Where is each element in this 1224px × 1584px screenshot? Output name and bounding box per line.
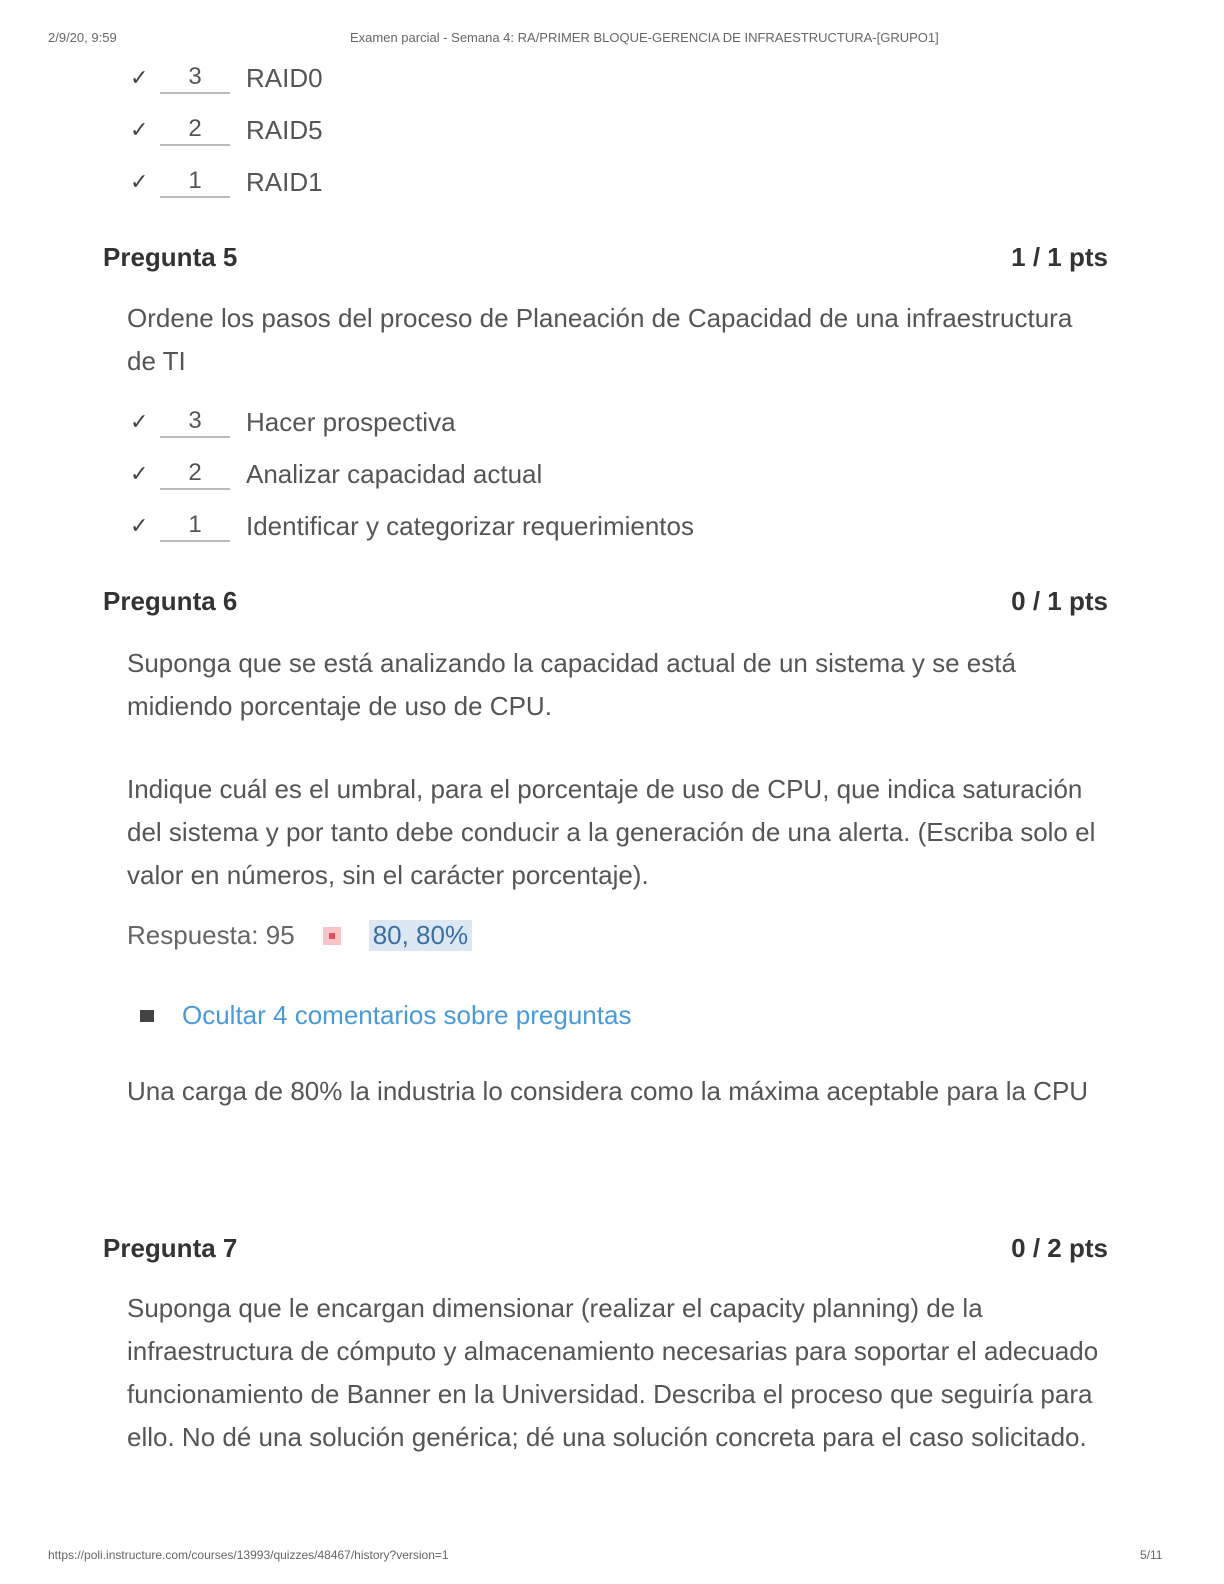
match-order: 3 [160, 62, 230, 94]
incorrect-icon [323, 927, 341, 945]
match-item [130, 454, 542, 494]
match-label: Analizar capacidad actual [246, 458, 543, 489]
question-title: Pregunta 5 [103, 242, 238, 272]
answer-row [127, 920, 472, 951]
question-score: 0 / 1 pts [1011, 586, 1108, 616]
toggle-comments[interactable] [140, 1000, 631, 1031]
match-order: 2 [160, 458, 230, 490]
match-item [130, 402, 456, 442]
match-label: RAID5 [246, 114, 323, 145]
match-label: Hacer prospectiva [246, 406, 456, 437]
comment-icon [140, 1010, 154, 1022]
answer-value: 95 [265, 920, 295, 950]
question-5-prompt: Ordene los pasos del proceso de Planeación de Capacidad de una infraestructura de TI [127, 303, 1073, 376]
check-icon: ✓ [130, 169, 149, 194]
question-6-prompt-2: Indique cuál es el umbral, para el porcentaje de uso de CPU, que indica saturación del sistema y por tanto debe conducir a la generación de una alerta. (Escriba solo el valor en números, sin el carácter porcentaje). [127, 774, 1096, 890]
print-datetime: 2/9/20, 9:59 [48, 30, 117, 45]
print-url: https://poli.instructure.com/courses/13993/quizzes/48467/history?version=1 [48, 1548, 449, 1562]
question-7-prompt: Suponga que le encargan dimensionar (realizar el capacity planning) de la infraestructura de cómputo y almacenamiento necesarias para soportar el adecuado funcionamiento de Banner en la Universidad. Describa el proceso que seguiría para ello. No dé una solución genérica; dé una solución concreta para el caso solicitado. [127, 1293, 1099, 1452]
match-order: 2 [160, 114, 230, 146]
match-order: 3 [160, 406, 230, 438]
question-score: 1 / 1 pts [1011, 242, 1108, 272]
match-item [130, 162, 323, 202]
print-title: Examen parcial - Semana 4: RA/PRIMER BLOQUE-GERENCIA DE INFRAESTRUCTURA-[GRUPO1] [350, 30, 939, 45]
question-6-prompt-1: Suponga que se está analizando la capacidad actual de un sistema y se está midiendo porcentaje de uso de CPU. [127, 648, 1016, 721]
question-title: Pregunta 7 [103, 1233, 238, 1263]
match-item [130, 110, 323, 150]
check-icon: ✓ [130, 409, 149, 434]
page-number: 5/11 [1140, 1548, 1163, 1562]
check-icon: ✓ [130, 461, 149, 486]
toggle-comments-link[interactable]: Ocultar 4 comentarios sobre preguntas [182, 1000, 632, 1030]
check-icon: ✓ [130, 117, 149, 142]
answer-label: Respuesta: [127, 920, 259, 950]
question-title: Pregunta 6 [103, 586, 238, 616]
question-5-header [103, 242, 1108, 273]
question-6-comment: Una carga de 80% la industria lo considera como la máxima aceptable para la CPU [127, 1076, 1089, 1106]
check-icon: ✓ [130, 513, 149, 538]
match-item [130, 506, 694, 546]
match-label: RAID0 [246, 62, 323, 93]
match-order: 1 [160, 166, 230, 198]
check-icon: ✓ [130, 65, 149, 90]
match-label: RAID1 [246, 166, 323, 197]
question-score: 0 / 2 pts [1011, 1233, 1108, 1263]
question-7-header [103, 1233, 1108, 1264]
match-order: 1 [160, 510, 230, 542]
match-item [130, 58, 323, 98]
question-6-header [103, 586, 1108, 617]
match-label: Identificar y categorizar requerimientos [246, 510, 694, 541]
correct-answer: 80, 80% [369, 920, 472, 951]
